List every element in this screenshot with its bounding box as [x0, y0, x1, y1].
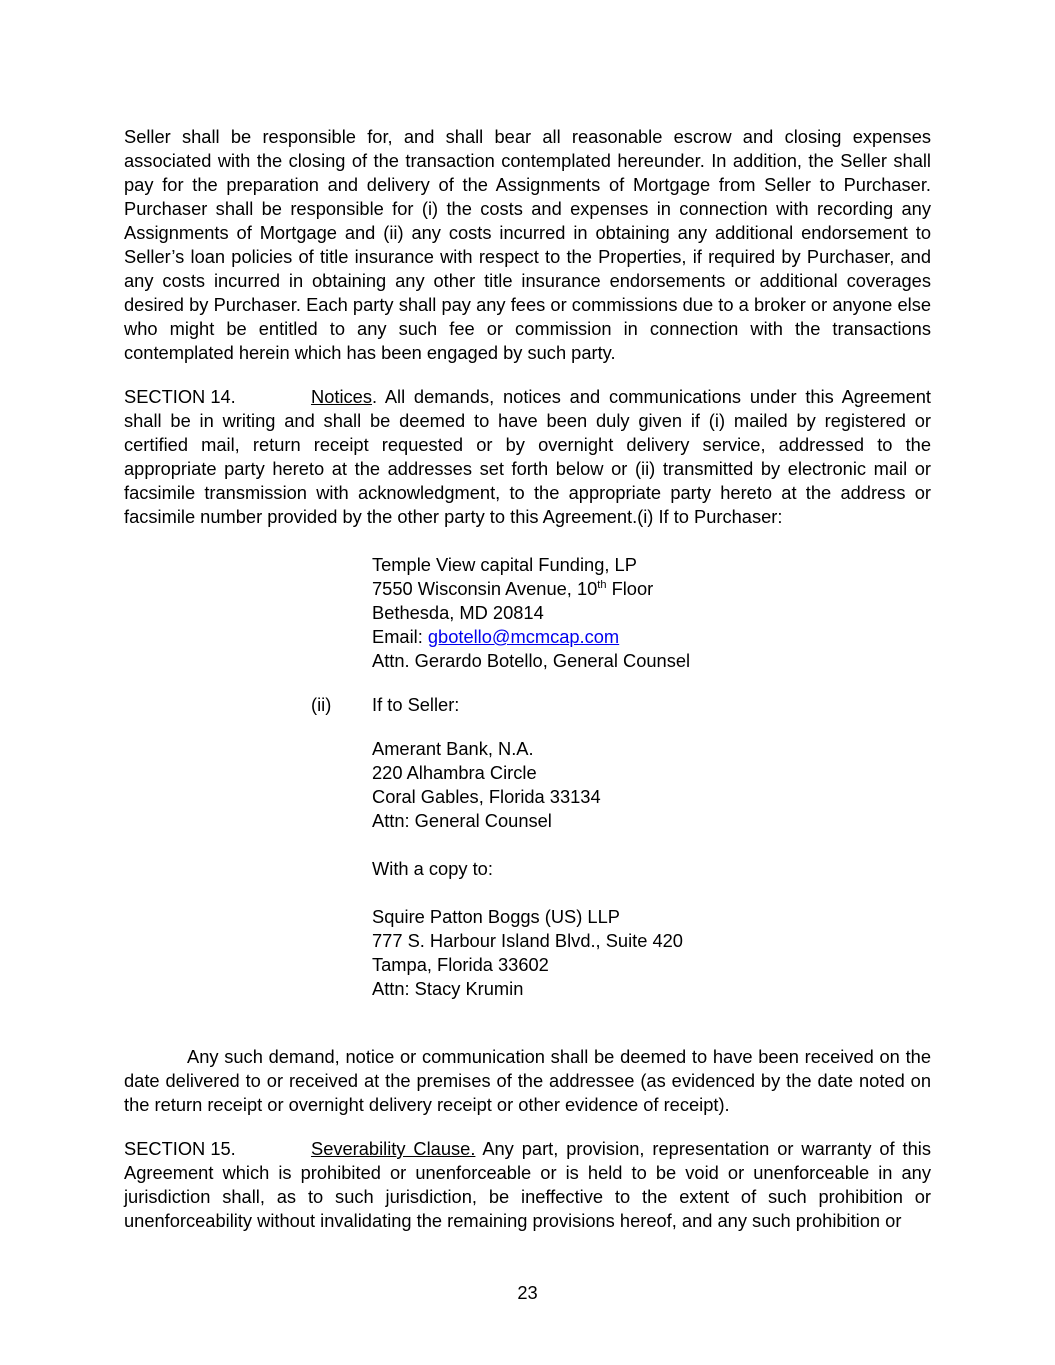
- seller-intro-label: If to Seller:: [372, 694, 460, 715]
- seller-name: Amerant Bank, N.A.: [372, 738, 534, 759]
- purchaser-email: Email: gbotello@mcmcap.com: [372, 626, 620, 647]
- section-14-body: All demands, notices and communications under this Agreement shall be in writing and shall be deemed to have been duly given if (i) mailed by registered or certified mail, return receipt requested or by overnight delivery service, addressed to the appropriate party hereto at the addresses set forth below or (ii) transmitted by electronic mail or facsimile transmission with acknowledgment, to the appropriate party hereto at the address or facsimile number provided by the other party to this Agreement.(i) If to Purchaser:: [124, 386, 931, 527]
- receipt-paragraph: Any such demand, notice or communication shall be deemed to have been received on the date delivered to or received at the premises of the addressee (as evidenced by the date noted on the return receipt or overnight delivery receipt or other evidence of receipt).: [124, 1046, 931, 1115]
- section-15-paragraph: [124, 1137, 931, 1233]
- purchaser-name: Temple View capital Funding, LP: [372, 554, 637, 575]
- section-14-number: SECTION 14.: [124, 386, 236, 407]
- copy-street: 777 S. Harbour Island Blvd., Suite 420: [372, 930, 683, 951]
- section-14-paragraph: [124, 385, 931, 529]
- purchaser-city: Bethesda, MD 20814: [372, 602, 544, 623]
- seller-city: Coral Gables, Florida 33134: [372, 786, 601, 807]
- purchaser-address: [372, 553, 931, 673]
- seller-street: 220 Alhambra Circle: [372, 762, 537, 783]
- expenses-paragraph: Seller shall be responsible for, and shall bear all reasonable escrow and closing expenses associated with the closing of the transaction contemplated hereunder. In addition, the Seller shall pay for the preparation and delivery of the Assignments of Mortgage from Seller to Purchaser. Purchaser shall be responsible for (i) the costs and expenses in connection with recording any Assignments of Mortgage and (ii) any costs incurred in obtaining any additional endorsement to Seller’s loan policies of title insurance with respect to the Properties, if required by Purchaser, and any costs incurred in obtaining any other title insurance endorsements or additional coverages desired by Purchaser. Each party shall pay any fees or commissions due to a broker or anyone else who might be entitled to any such fee or commission in connection with the transactions contemplated herein which has been engaged by such party.: [124, 126, 931, 363]
- copy-attn: Attn: Stacy Krumin: [372, 978, 524, 999]
- seller-intro: [311, 693, 931, 717]
- purchaser-attn: Attn. Gerardo Botello, General Counsel: [372, 650, 691, 671]
- copy-label: With a copy to:: [372, 858, 493, 879]
- copy-city: Tampa, Florida 33602: [372, 954, 549, 975]
- section-15-number: SECTION 15.: [124, 1138, 236, 1159]
- purchaser-street: 7550 Wisconsin Avenue, 10th Floor: [372, 578, 654, 599]
- section-14-heading: Notices: [311, 386, 372, 407]
- page-number: 23: [517, 1282, 538, 1303]
- section-15-heading: Severability Clause.: [311, 1138, 476, 1159]
- section-15-body: Any part, provision, representation or warranty of this Agreement which is prohibited or unenforceable or is held to be void or unenforceable in any jurisdiction shall, as to such jurisdiction, be ineffective to the extent of such prohibition or unenforceability without invalidating the remaining provisions hereof, and any such prohibition or: [124, 1138, 931, 1231]
- section-14-heading-punct: .: [371, 386, 378, 407]
- seller-attn: Attn: General Counsel: [372, 810, 552, 831]
- copy-name: Squire Patton Boggs (US) LLP: [372, 906, 620, 927]
- document-page: [124, 125, 931, 1233]
- seller-address: [372, 737, 931, 1001]
- purchaser-email-link[interactable]: gbotello@mcmcap.com: [427, 626, 620, 647]
- seller-intro-number: (ii): [311, 694, 332, 715]
